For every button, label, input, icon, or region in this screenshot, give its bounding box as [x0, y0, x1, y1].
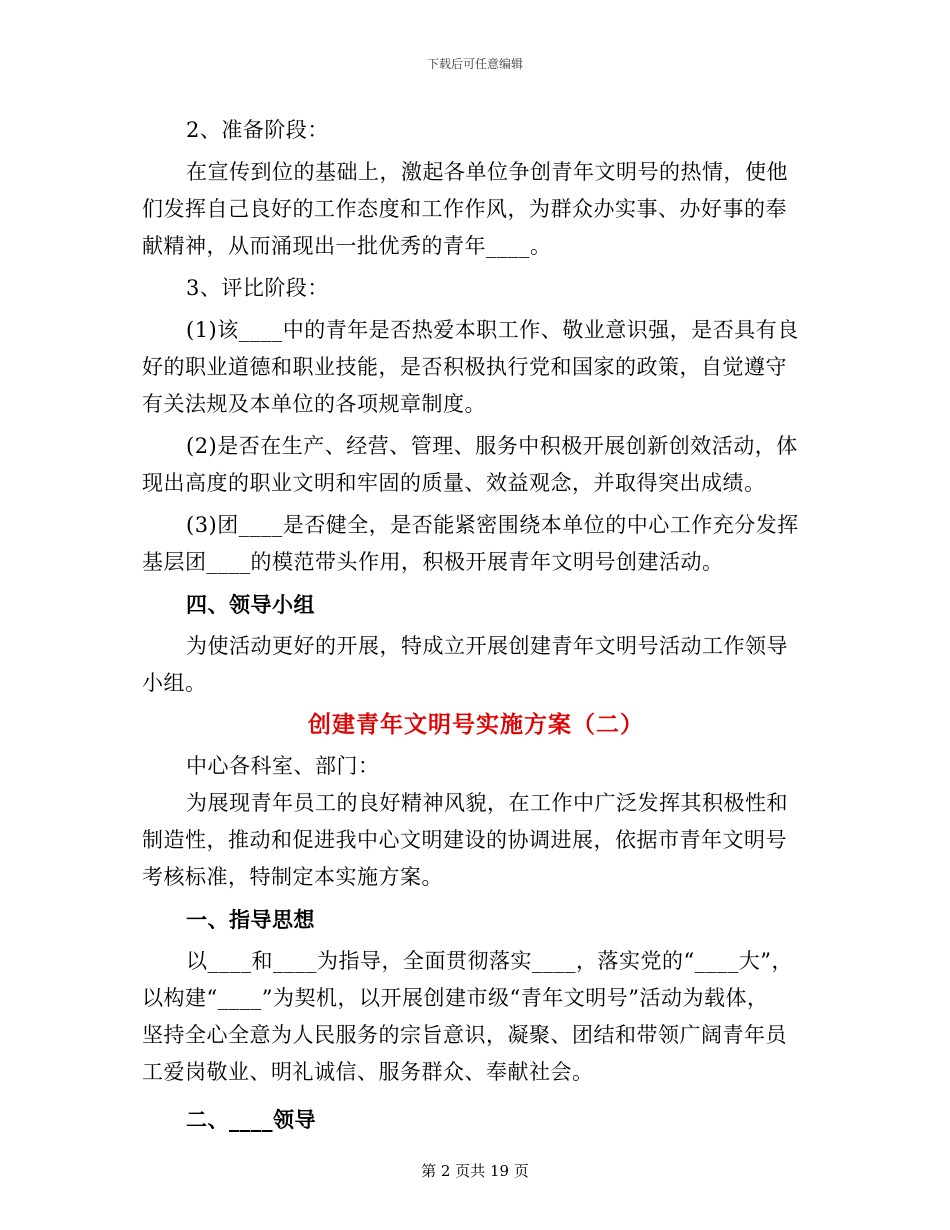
paragraph-guiding-line-2: 以构建“____”为契机，以开展创建市级“青年文明号”活动为载体， [142, 986, 769, 1010]
paragraph-leadership-line-1: 为使活动更好的开展，特成立开展创建青年文明号活动工作领导 [186, 634, 788, 658]
evaluation-item-1-line-2: 好的职业道德和职业技能，是否积极执行党和国家的政策，自觉遵守 [142, 355, 787, 379]
paragraph-guiding-line-1: 以____和____为指导，全面贯彻落实____，落实党的“____大”， [186, 949, 793, 973]
section-heading-leadership: 二、____领导 [186, 1107, 316, 1132]
paragraph-intro-line-2: 制造性，推动和促进我中心文明建设的协调进展，依据市青年文明号 [142, 828, 787, 852]
evaluation-item-3-line-2: 基层团____的模范带头作用，积极开展青年文明号创建活动。 [142, 550, 724, 574]
paragraph-preparation-line-2: 们发挥自己良好的工作态度和工作作风，为群众办实事、办好事的奉 [142, 197, 787, 221]
document-title-part-2: 创建青年文明号实施方案（二） [308, 711, 644, 738]
evaluation-item-1-line-1: (1)该____中的青年是否热爱本职工作、敬业意识强，是否具有良 [186, 318, 799, 342]
paragraph-guiding-line-3: 坚持全心全意为人民服务的宗旨意识，凝聚、团结和带领广阔青年员 [142, 1023, 787, 1047]
evaluation-item-1-line-3: 有关法规及本单位的各项规章制度。 [142, 392, 486, 416]
page-footer: 第 2 页共 19 页 [421, 1162, 529, 1180]
evaluation-item-2-line-1: (2)是否在生产、经营、管理、服务中积极开展创新创效活动，体 [186, 434, 798, 458]
paragraph-preparation-line-1: 在宣传到位的基础上，激起各单位争创青年文明号的热情，使他 [186, 160, 788, 184]
section-heading-leadership-group: 四、领导小组 [186, 592, 315, 617]
salutation: 中心各科室、部门： [186, 754, 380, 778]
evaluation-item-2-line-2: 现出高度的职业文明和牢固的质量、效益观念，并取得突出成绩。 [142, 471, 766, 495]
section-heading-preparation: 2、准备阶段： [186, 118, 329, 142]
paragraph-intro-line-3: 考核标准，特制定本实施方案。 [142, 865, 443, 889]
paragraph-guiding-line-4: 工爱岗敬业、明礼诚信、服务群众、奉献社会。 [142, 1060, 594, 1084]
paragraph-preparation-line-3: 献精神，从而涌现出一批优秀的青年____。 [142, 234, 552, 258]
section-heading-evaluation: 3、评比阶段： [186, 276, 329, 300]
paragraph-leadership-line-2: 小组。 [142, 671, 207, 695]
evaluation-item-3-line-1: (3)团____是否健全，是否能紧密围绕本单位的中心工作充分发挥 [186, 513, 799, 537]
section-heading-guiding-ideology: 一、指导思想 [186, 907, 315, 932]
page-header: 下载后可任意编辑 [426, 57, 523, 71]
paragraph-intro-line-1: 为展现青年员工的良好精神风貌，在工作中广泛发挥其积极性和 [186, 791, 788, 815]
document-body [142, 112, 810, 1138]
